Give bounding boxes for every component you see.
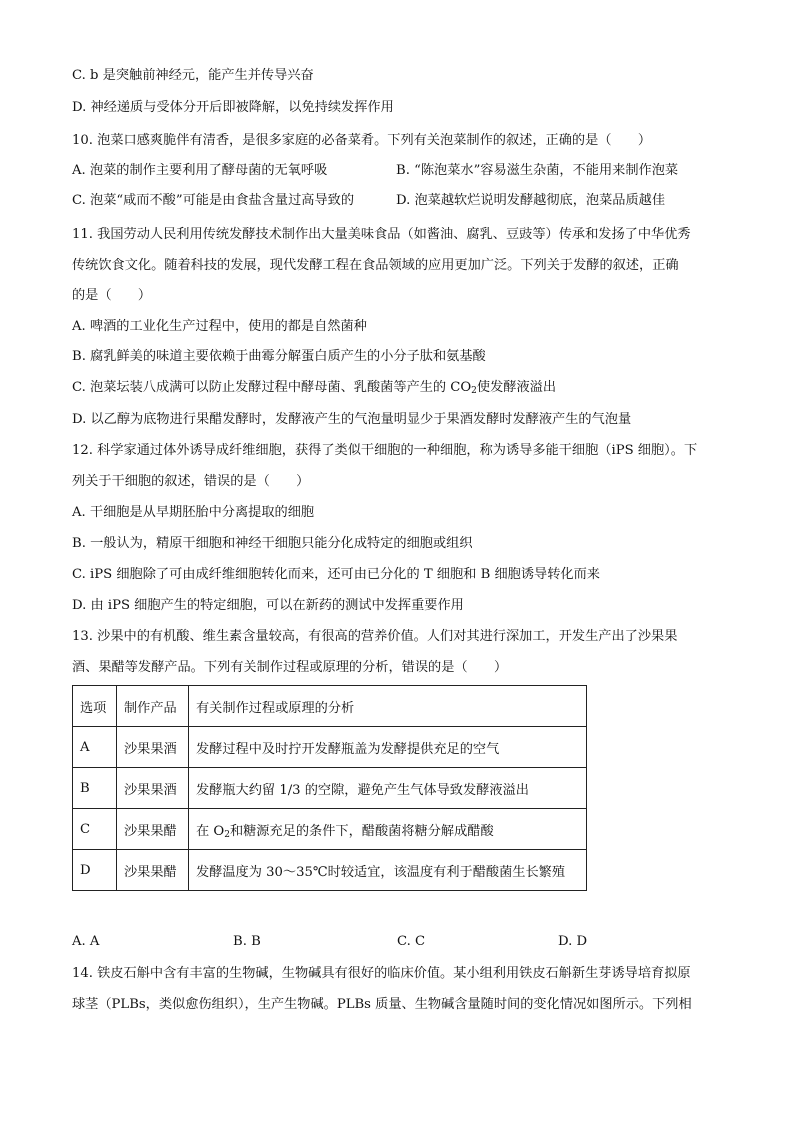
q11-option-d: D. 以乙醇为底物进行果醋发酵时，发酵液产生的气泡量明显少于果酒发酵时发酵液产生的气泡量 [72,412,632,427]
q11-stem-line-1: 11. 我国劳动人民利用传统发酵技术制作出大量美味食品（如酱油、腐乳、豆豉等）传承和发扬了中华优秀 [72,227,691,242]
q13-answer-c: C. C [397,934,426,949]
q14-stem-line-2: 球茎（PLBs，类似愈伤组织），生产生物碱。PLBs 质量、生物碱含量随时间的变化情况如图所示。下列相 [72,997,692,1012]
q13-answer-choices [72,932,732,952]
table-row [73,850,587,891]
table-cell-analysis: 发酵过程中及时拧开发酵瓶盖为发酵提供充足的空气 [189,727,587,768]
table-cell-analysis: 发酵温度为 30～35℃时较适宜，该温度有利于醋酸菌生长繁殖 [189,850,587,891]
q11-option-c-sub: 2 [471,386,477,396]
q11-option-c [72,378,556,398]
q10-option-b: B. “陈泡菜水”容易滋生杂菌，不能用来制作泡菜 [396,163,679,178]
q13-stem-line-2: 酒、果醋等发酵产品。下列有关制作过程或原理的分析，错误的是（ ） [72,660,508,675]
table-row [73,809,587,850]
q12-option-b: B. 一般认为，精原干细胞和神经干细胞只能分化成特定的细胞或组织 [72,536,473,551]
table-cell-analysis [189,809,587,850]
q13-stem-line-1: 13. 沙果中的有机酸、维生素含量较高，有很高的营养价值。人们对其进行深加工，开发生产出了沙果果 [72,629,678,644]
q13-options-table [72,685,587,891]
q10-option-c: C. 泡菜“咸而不酸”可能是由食盐含量过高导致的 [72,193,355,208]
table-cell-product: 沙果果醋 [117,809,189,850]
q12-option-d: D. 由 iPS 细胞产生的特定细胞，可以在新药的测试中发挥重要作用 [72,598,464,613]
q10-stem: 10. 泡菜口感爽脆伴有清香，是很多家庭的必备菜肴。下列有关泡菜制作的叙述，正确的是（ ） [72,133,652,148]
table-cell-option: D [73,850,117,891]
q12-option-c: C. iPS 细胞除了可由成纤维细胞转化而来，还可由已分化的 T 细胞和 B 细胞诱导转化而来 [72,567,600,582]
q10-options-row-2 [72,191,732,211]
q10-option-d: D. 泡菜越软烂说明发酵越彻底，泡菜品质越佳 [396,193,666,208]
q11-option-a: A. 啤酒的工业化生产过程中，使用的都是自然菌种 [72,319,367,334]
q11-stem-line-3: 的是（ ） [72,288,152,303]
q9-option-d: D. 神经递质与受体分开后即被降解，以免持续发挥作用 [72,100,394,115]
q13-answer-d: D. D [558,934,588,949]
q10-options-row-1 [72,161,732,181]
table-row [73,768,587,809]
table-cell-option: B [73,768,117,809]
table-header-cell: 选项 [73,686,117,727]
table-cell-product: 沙果果醋 [117,850,189,891]
q9-option-c: C. b 是突触前神经元，能产生并传导兴奋 [72,68,314,83]
q11-option-c-post: 使发酵液溢出 [476,380,557,395]
analysis-post: 和糖源充足的条件下，醋酸菌将糖分解成醋酸 [229,823,494,839]
q12-stem-line-2: 列关于干细胞的叙述，错误的是（ ） [72,474,310,489]
analysis-sub: 2 [224,829,230,840]
table-cell-product: 沙果果酒 [117,768,189,809]
analysis-pre: 在 O [196,823,225,839]
q13-answer-b: B. B [233,934,261,949]
q11-option-b: B. 腐乳鲜美的味道主要依赖于曲霉分解蛋白质产生的小分子肽和氨基酸 [72,349,486,364]
table-cell-option: C [73,809,117,850]
q13-answer-a: A. A [72,934,100,949]
table-cell-analysis: 发酵瓶大约留 1/3 的空隙，避免产生气体导致发酵液溢出 [189,768,587,809]
q14-stem-line-1: 14. 铁皮石斛中含有丰富的生物碱，生物碱具有很好的临床价值。某小组利用铁皮石斛新生芽诱导培育拟原 [72,966,691,981]
q10-option-a: A. 泡菜的制作主要利用了酵母菌的无氧呼吸 [72,163,328,178]
table-cell-option: A [73,727,117,768]
q12-option-a: A. 干细胞是从早期胚胎中分离提取的细胞 [72,505,315,520]
table-header-cell: 有关制作过程或原理的分析 [189,686,587,727]
table-header-cell: 制作产品 [117,686,189,727]
table-row [73,727,587,768]
table-cell-product: 沙果果酒 [117,727,189,768]
q12-stem-line-1: 12. 科学家通过体外诱导成纤维细胞，获得了类似干细胞的一种细胞，称为诱导多能干细胞（iPS 细胞）。下 [72,443,698,458]
table-header-row [73,686,587,727]
q11-stem-line-2: 传统饮食文化。随着科技的发展，现代发酵工程在食品领域的应用更加广泛。下列关于发酵的叙述，正确 [72,258,679,273]
q11-option-c-pre: C. 泡菜坛装八成满可以防止发酵过程中酵母菌、乳酸菌等产生的 CO [72,380,472,395]
